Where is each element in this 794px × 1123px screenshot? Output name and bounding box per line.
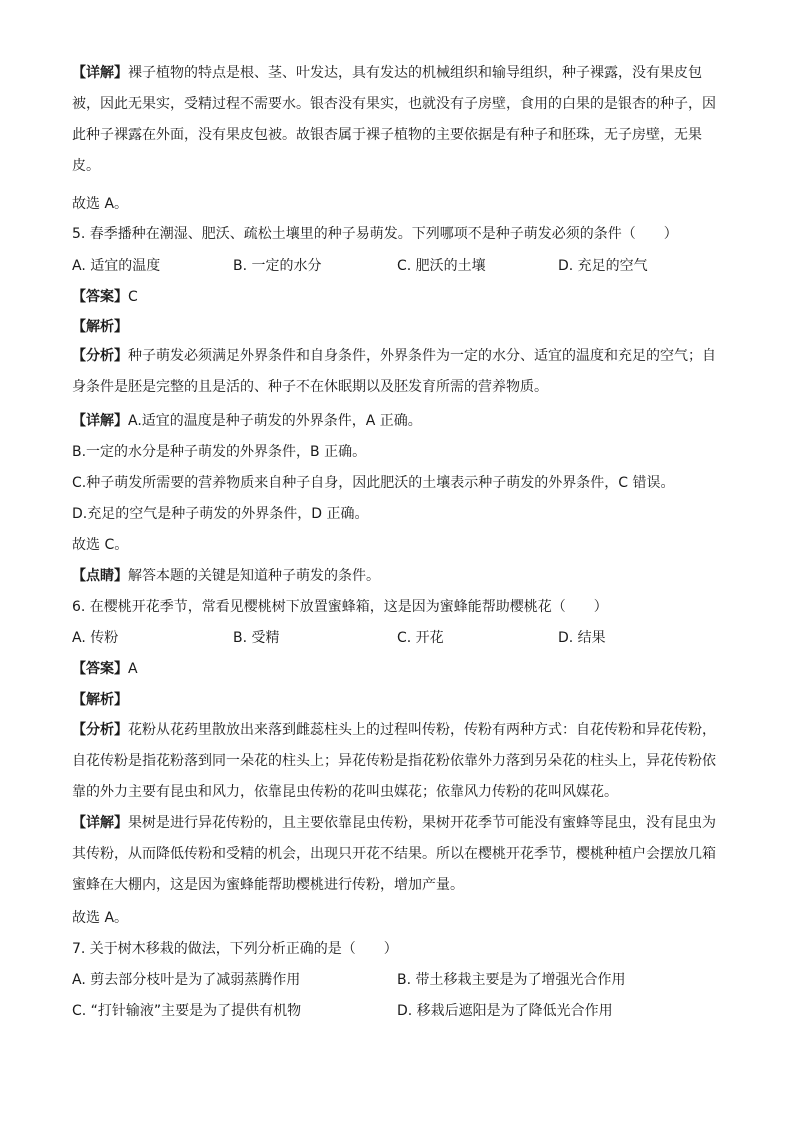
q6-option-b[interactable]: B. 受精: [233, 630, 280, 646]
q5-answer-value: C: [128, 289, 138, 305]
q6-option-d[interactable]: D. 结果: [558, 630, 606, 646]
q5-option-c[interactable]: C. 肥沃的土壤: [397, 258, 486, 274]
q7-option-c[interactable]: C. “打针输液”主要是为了提供有机物: [72, 1003, 302, 1019]
q5-option-b[interactable]: B. 一定的水分: [233, 258, 322, 274]
analysis-tag: 【分析】: [72, 348, 128, 364]
q5-analysis-text: 种子萌发必须满足外界条件和自身条件，外界条件为一定的水分、适宜的温度和充足的空气；自身条件是胚是完整的且是活的、种子不在休眠期以及胚发育所需的营养物质。: [72, 348, 716, 395]
detail-tag: 【详解】: [72, 413, 128, 429]
q6-analysis-paragraph: [72, 715, 724, 808]
q6-stem: 6. 在樱桃开花季节，常看见樱桃树下放置蜜蜂箱，这是因为蜜蜂能帮助樱桃花（ ）: [72, 599, 608, 615]
q7-option-d[interactable]: D. 移栽后遮阳是为了降低光合作用: [397, 1003, 613, 1019]
q7-option-b[interactable]: B. 带土移栽主要是为了增强光合作用: [397, 972, 626, 988]
q6-option-a[interactable]: A. 传粉: [72, 630, 119, 646]
q5-answer: [72, 288, 138, 306]
q4-detail-text: 裸子植物的特点是根、茎、叶发达，具有发达的机械组织和输导组织，种子裸露，没有果皮包被，因此无果实，受精过程不需要水。银杏没有果实，也就没有子房壁，食用的白果的是银杏的种子，因此种子裸露在外面，没有果皮包被。故银杏属于裸子植物的主要依据是有种子和胚珠，无子房壁，无果皮。: [72, 65, 716, 174]
answer-tag: 【答案】: [72, 661, 128, 677]
q5-option-a[interactable]: A. 适宜的温度: [72, 258, 161, 274]
q5-detail-c: C.种子萌发所需要的营养物质来自种子自身，因此肥沃的土壤表示种子萌发的外界条件，C 错误。: [72, 475, 675, 491]
q5-detail-b: B.一定的水分是种子萌发的外界条件，B 正确。: [72, 444, 367, 460]
q6-answer-value: A: [128, 661, 138, 677]
detail-tag: 【详解】: [72, 815, 128, 831]
q5-detail-d: D.充足的空气是种子萌发的外界条件，D 正确。: [72, 506, 369, 522]
q6-detail-text: 果树是进行异花传粉的，且主要依靠昆虫传粉，果树开花季节可能没有蜜蜂等昆虫，没有昆虫为其传粉，从而降低传粉和受精的机会，出现只开花不结果。所以在樱桃开花季节，樱桃种植户会摆放几箱蜜蜂在大棚内，这是因为蜜蜂能帮助樱桃进行传粉，增加产量。: [72, 815, 716, 893]
analysis-tag: 【分析】: [72, 722, 128, 738]
q4-detail-paragraph: [72, 58, 724, 182]
q7-option-a[interactable]: A. 剪去部分枝叶是为了减弱蒸腾作用: [72, 972, 301, 988]
q5-option-d[interactable]: D. 充足的空气: [558, 258, 648, 274]
q5-analysis-heading: 【解析】: [72, 319, 128, 335]
q5-stem: 5. 春季播种在潮湿、肥沃、疏松土壤里的种子易萌发。下列哪项不是种子萌发必须的条件（ ）: [72, 226, 678, 242]
q6-detail-paragraph: [72, 808, 724, 901]
q6-analysis-text: 花粉从花药里散放出来落到雌蕊柱头上的过程叫传粉，传粉有两种方式：自花传粉和异花传粉，自花传粉是指花粉落到同一朵花的柱头上；异花传粉是指花粉依靠外力落到另朵花的柱头上，异花传粉依靠的外力主要有昆虫和风力，依靠昆虫传粉的花叫虫媒花；依靠风力传粉的花叫风媒花。: [72, 722, 716, 800]
q6-answer: [72, 660, 138, 678]
q6-analysis-heading: 【解析】: [72, 692, 128, 708]
q7-stem: 7. 关于树木移栽的做法，下列分析正确的是（ ）: [72, 941, 398, 957]
answer-tag: 【答案】: [72, 289, 128, 305]
q6-option-c[interactable]: C. 开花: [397, 630, 444, 646]
point-tag: 【点睛】: [72, 568, 128, 584]
q6-choice: 故选 A。: [72, 910, 129, 926]
q5-detail-a: [72, 412, 422, 430]
q5-point: [72, 567, 380, 585]
q5-analysis-paragraph: [72, 341, 724, 403]
q5-detail-a-text: A.适宜的温度是种子萌发的外界条件，A 正确。: [128, 413, 422, 429]
q5-choice: 故选 C。: [72, 537, 129, 553]
q5-point-text: 解答本题的关键是知道种子萌发的条件。: [128, 568, 380, 584]
q4-choice: 故选 A。: [72, 196, 129, 212]
detail-tag: 【详解】: [72, 65, 128, 81]
